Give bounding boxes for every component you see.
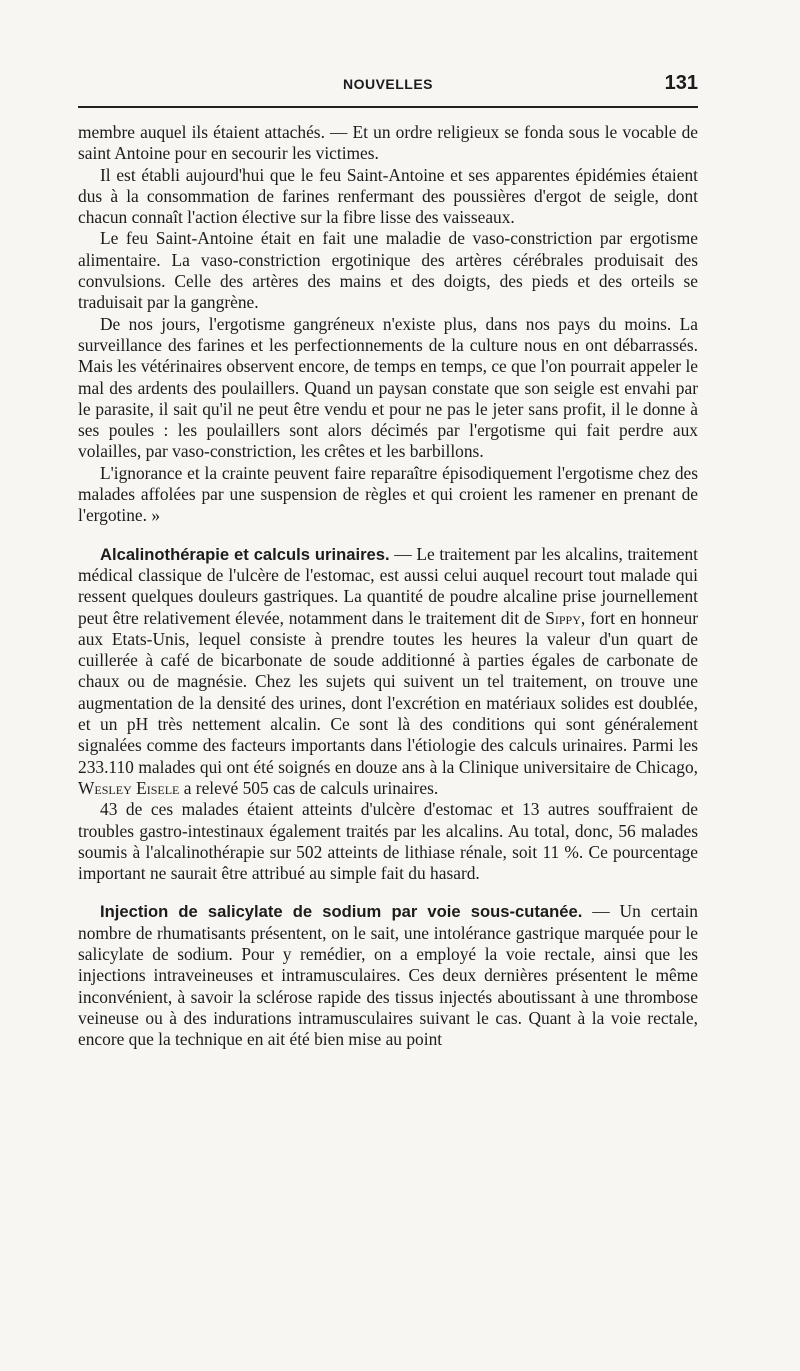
section-heading: Alcalinothérapie et calculs urinaires. — [100, 544, 390, 564]
section-alcalinotherapie — [78, 544, 698, 800]
section-salicylate — [78, 901, 698, 1050]
running-head: NOUVELLES — [342, 76, 434, 92]
section-text: a relevé 505 cas de calculs urinaires. — [179, 777, 439, 798]
paragraph: L'ignorance et la crainte peuvent faire reparaître épisodiquement l'ergotisme chez des malades affolées par une suspension de règles et qui croient les ramener en prenant de l'ergotine. » — [78, 462, 698, 526]
page-number: 131 — [664, 72, 698, 94]
paragraph-continuation: membre auquel ils étaient attachés. — Et un ordre religieux se fonda sous le vocable de saint Antoine pour en secourir les victimes. — [78, 122, 698, 164]
paragraph: 43 de ces malades étaient atteints d'ulcère d'estomac et 13 autres souffraient de troubles gastro-intestinaux également traités par les alcalins. Au total, donc, 56 malades soumis à l'alcalinothérapie sur 502 atteints de lithiase rénale, soit 11 %. Ce pourcentage important ne saurait être attribué au simple fait du hasard. — [78, 799, 698, 884]
section-text: — Le traitement par les alcalins, traitement médical classique de l'ulcère de l'estomac, est aussi celui auquel recourt tout malade qui ressent quelques douleurs gastriques. La quantité de poudre alcaline prise journellement peut être relativement élevée, notamment dans le traitement dit de — [78, 543, 698, 628]
page-header — [78, 70, 698, 96]
page — [78, 70, 698, 1050]
paragraph: De nos jours, l'ergotisme gangréneux n'existe plus, dans nos pays du moins. La surveillance des farines et les perfectionnements de la culture nous en ont débarrassés. Mais les vétérinaires observent encore, de temps en temps, ce que l'on pourrait appeler le mal des ardents des poulaillers. Quand un paysan constate que son seigle est envahi par le parasite, il sait qu'il ne peut être vendu et pour ne pas le jeter sans profit, il le donne à ses poules : les poulaillers sont alors décimés par l'ergotisme qui fait perdre aux volailles, par vaso-constriction, les crêtes et les barbillons. — [78, 313, 698, 462]
paragraph: Le feu Saint-Antoine était en fait une maladie de vaso-constriction par ergotisme alimentaire. La vaso-constriction ergotinique des artères cérébrales produisait des convulsions. Celle des artères des mains et des doigts, des pieds et des orteils se traduisait par la gangrène. — [78, 228, 698, 313]
section-text: , fort en honneur aux Etats-Unis, lequel consiste à prendre toutes les heures la valeur d'un quart de cuillerée à café de bicarbonate de soude additionné à parties égales de carbonate de chaux ou de magnésie. Chez les sujets qui suivent un tel traitement, on trouve une augmentation de la densité des urines, dont l'excrétion en matériaux solides est doublée, et un pH très nettement alcalin. Ce sont là des conditions qui sont généralement signalées comme des facteurs importants dans l'étiologie des calculs urinaires. Parmi les 233.110 malades qui ont été soignés en douze ans à la Clinique universitaire de Chicago, — [78, 607, 699, 777]
paragraph: Il est établi aujourd'hui que le feu Saint-Antoine et ses apparentes épidémies étaient dus à la consommation de farines renfermant des poussières d'ergot de seigle, dont chacun connaît l'action élective sur la fibre lisse des vaisseaux. — [78, 164, 698, 228]
section-heading: Injection de salicylate de sodium par voie sous-cutanée. — [100, 902, 583, 922]
section-text: — Un certain nombre de rhumatisants présentent, on le sait, une intolérance gastrique marquée pour le salicylate de sodium. Pour y remédier, on a employé la voie rectale, ainsi que les injections intraveineuses et intramusculaires. Ces deux dernières présentent le même inconvénient, à savoir la sclérose rapide des tissus injectés aboutissant à une thrombose veineuse ou à des indurations intramusculaires suivant le cas. Quant à la voie rectale, encore que la technique en ait été bien mise au point — [78, 901, 699, 1050]
author-name: Wesley Eisele — [78, 777, 180, 798]
author-name: Sippy — [545, 607, 581, 628]
header-rule — [78, 106, 698, 108]
